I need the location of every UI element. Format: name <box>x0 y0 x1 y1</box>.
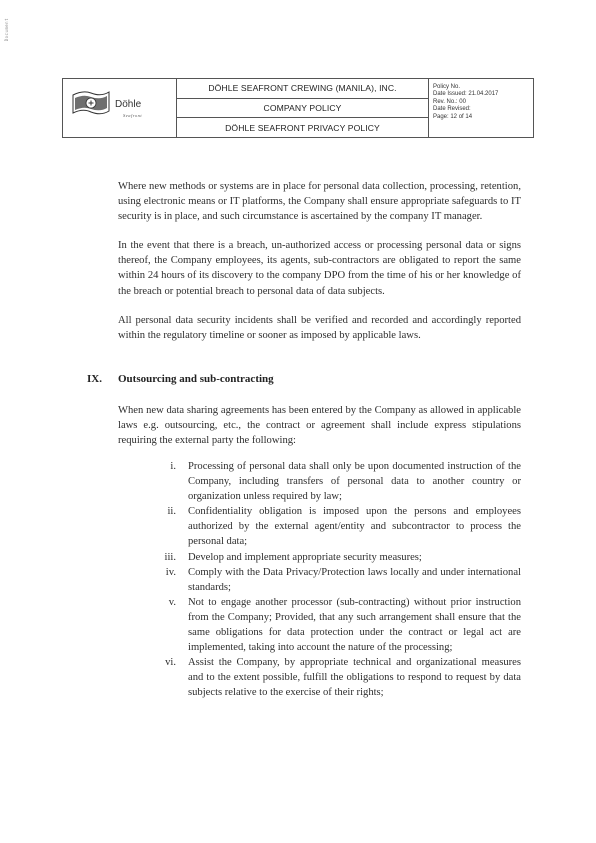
list-item <box>150 504 521 549</box>
list-item <box>150 565 521 595</box>
list-item-text: Assist the Company, by appropriate technical and organizational measures and to the extent possible, fulfill the obligations to respond to request by data subjects relative to the exercise of their rights; <box>188 657 521 699</box>
obligations-list <box>150 459 521 701</box>
section-title: Outsourcing and sub-contracting <box>118 373 274 385</box>
document-type: COMPANY POLICY <box>177 98 428 118</box>
date-revised: Date Revised: <box>433 106 471 113</box>
list-item-text: Confidentiality obligation is imposed upon the persons and employees authorized by the external agent/entity and subcontractor to process the personal data; <box>188 506 521 548</box>
body-text <box>118 179 521 357</box>
section-number: IX. <box>87 373 102 385</box>
header-titles <box>177 79 429 137</box>
policy-number: Policy No. <box>433 84 461 90</box>
list-marker: vi. <box>165 657 176 669</box>
list-marker: ii. <box>167 506 176 518</box>
list-item <box>150 595 521 655</box>
list-item-text: Develop and implement appropriate security measures; <box>188 551 422 563</box>
company-name: DÖHLE SEAFRONT CREWING (MANILA), INC. <box>208 83 397 94</box>
company-logo <box>63 79 177 137</box>
paragraph: Where new methods or systems are in place for personal data collection, processing, retention, using electronic means or IT platforms, the Company shall ensure appropriate safeguards to IT security is in place, and such circumstance is ascertained by the company IT manager. <box>118 181 521 223</box>
logo-wordmark: Döhle <box>115 99 142 110</box>
document-metadata <box>429 79 533 137</box>
list-marker: iv. <box>165 566 176 578</box>
list-item-text: Comply with the Data Privacy/Protection laws locally and under international standards; <box>188 566 521 593</box>
side-margin-mark: Document <box>4 18 9 42</box>
date-issued: Date Issued: 21.04.2017 <box>433 91 499 98</box>
list-item-text: Processing of personal data shall only be upon documented instruction of the Company, including transfers of personal data to another country or organization unless required by law; <box>188 461 521 503</box>
policy-title: DÖHLE SEAFRONT PRIVACY POLICY <box>177 117 428 137</box>
paragraph: In the event that there is a breach, un-authorized access or processing personal data or signs thereof, the Company employees, its agents, sub-contractors are obligated to report the same within 24 hours of its discovery to the company DPO from the time of his or her knowledge of the breach or potential breach to personal data of data subjects. <box>118 240 521 297</box>
document-header <box>62 78 534 138</box>
list-item <box>150 550 521 565</box>
list-marker: v. <box>168 596 176 608</box>
revision-number: Rev. No.: 00 <box>433 98 466 105</box>
section-heading <box>87 373 274 385</box>
paragraph: All personal data security incidents shall be verified and recorded and accordingly reported within the regulatory timeline or sooner as imposed by applicable laws. <box>118 314 521 341</box>
flag-logo-icon <box>71 89 111 117</box>
logo-subtitle: Seafront <box>123 113 143 118</box>
list-item <box>150 655 521 700</box>
list-marker: iii. <box>164 551 176 563</box>
page-number: Page: 12 of 14 <box>433 113 473 120</box>
list-item <box>150 459 521 504</box>
section-intro: When new data sharing agreements has been entered by the Company as allowed in applicable laws e.g. outsourcing, etc., the contract or agreement shall include express stipulations requiring the external party the following: <box>118 405 521 447</box>
list-marker: i. <box>170 461 176 472</box>
list-item-text: Not to engage another processor (sub-contracting) without prior instruction from the Company; Provided, that any such arrangement shall ensure that the same obligations for data protection under the contract or legal act are implemented, taking into account the nature of the processing; <box>188 596 521 654</box>
